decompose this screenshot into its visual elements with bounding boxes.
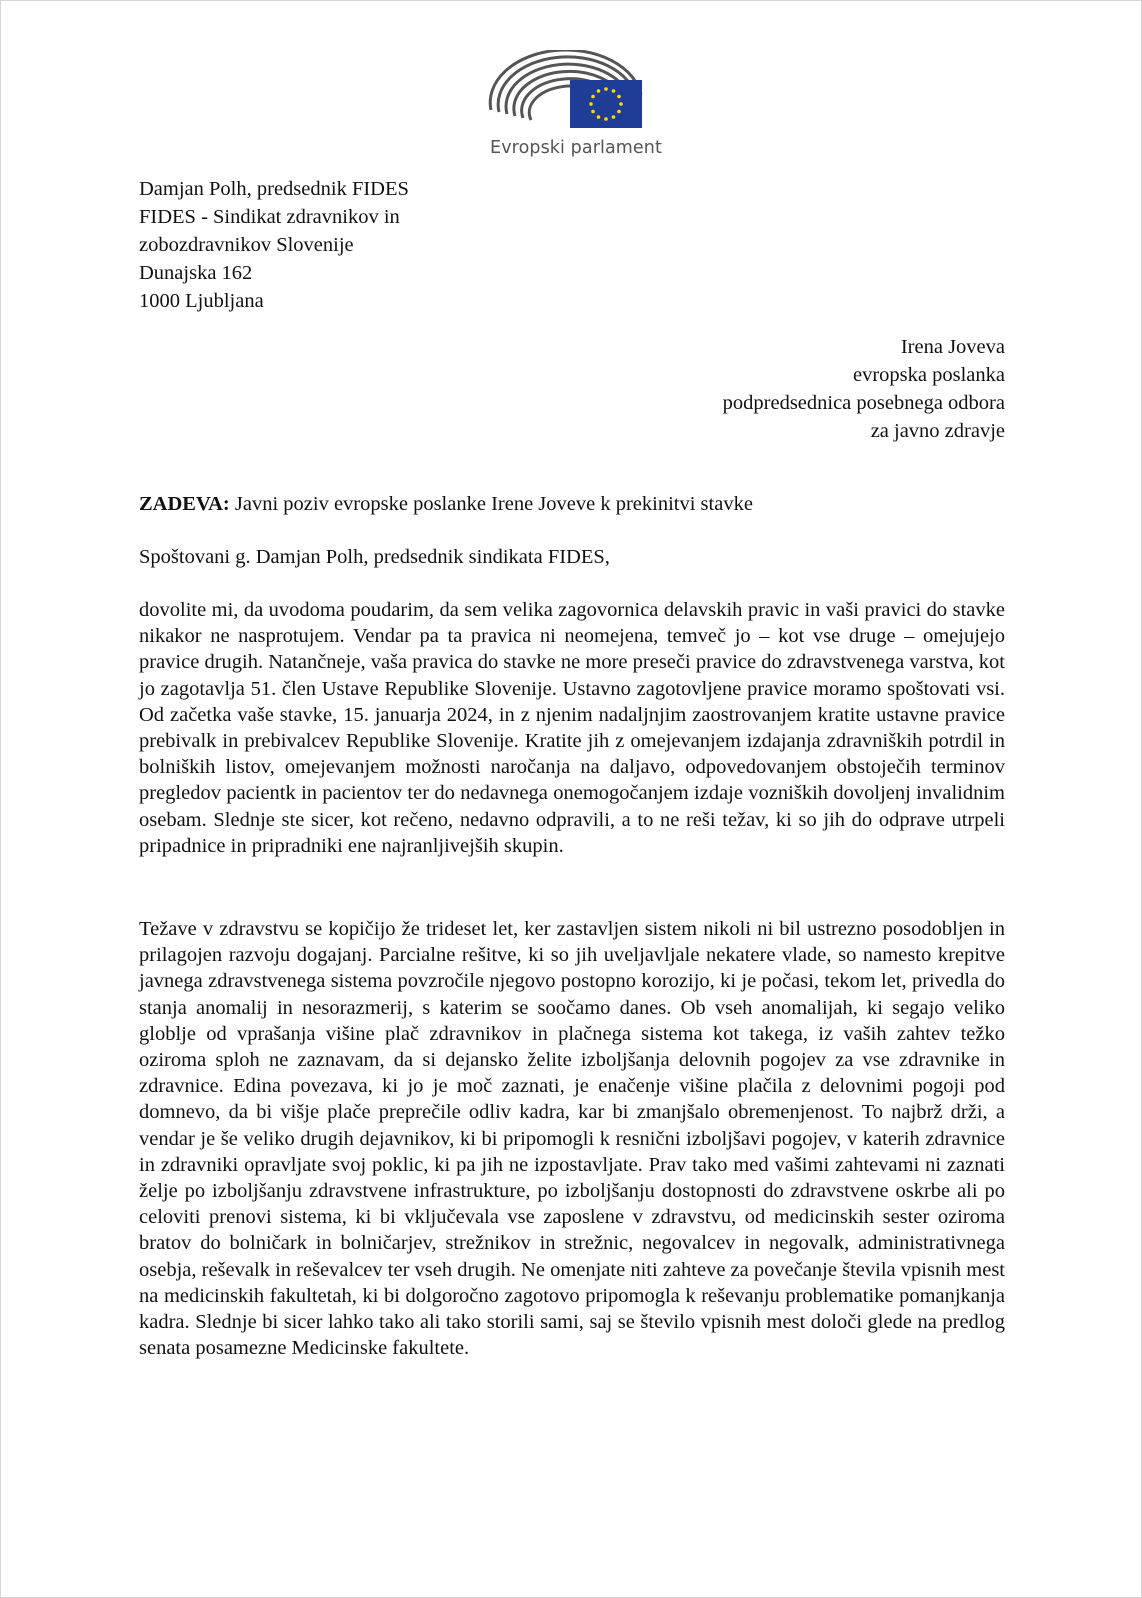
european-parliament-logo bbox=[486, 50, 666, 165]
eu-flag-icon bbox=[570, 80, 642, 128]
eu-star-icon bbox=[617, 95, 621, 99]
eu-star-icon bbox=[617, 110, 621, 114]
greeting: Spoštovani g. Damjan Polh, predsednik sindikata FIDES, bbox=[139, 546, 610, 568]
eu-star-icon bbox=[591, 95, 595, 99]
recipient-address bbox=[139, 175, 409, 315]
sender-line: evropska poslanka bbox=[853, 364, 1005, 386]
body-paragraph-1: dovolite mi, da uvodoma poudarim, da sem velika zagovornica delavskih pravic in vaši pravici do stavke nikakor ne nasprotujem. Vendar pa ta pravica ni neomejena, temveč jo – kot vse druge – omejujejo pravice drugih. Natančneje, vaša pravica do stavke ne more preseči pravice do zdravstvenega varstva, kot jo zagotavlja 51. člen Ustave Republike Slovenije. Ustavno zagotovljene pravice moramo spoštovati vsi. Od začetka vaše stavke, 15. januarja 2024, in z njenim nadaljnjim zaostrovanjem kratite ustavne pravice prebivalk in prebivalcev Republike Slovenije. Kratite jih z omejevanjem izdajanja zdravniških potrdil in bolniških listov, omejevanjem možnosti naročanja na daljavo, odpovedovanjem obstoječih terminov pregledov pacientk in pacientov ter do nedavnega onemogočanjem izdaje vozniških dovoljenj invalidnim osebam. Slednje ste sicer, kot rečeno, nedavno odpravili, a to ne reši težav, ki so jih do odprave utrpeli pripadnice in pripradniki ene najranljivejših skupin. bbox=[139, 599, 1005, 857]
sender-line: za javno zdravje bbox=[870, 420, 1005, 442]
recipient-line: 1000 Ljubljana bbox=[139, 290, 264, 312]
recipient-line: FIDES - Sindikat zdravnikov in bbox=[139, 206, 400, 228]
sender-signature-block bbox=[723, 333, 1005, 445]
eu-star-icon bbox=[589, 102, 593, 106]
eu-star-icon bbox=[591, 110, 595, 114]
eu-star-icon bbox=[619, 102, 623, 106]
subject-line bbox=[139, 490, 1005, 518]
sender-line: podpredsednica posebnega odbora bbox=[722, 392, 1005, 414]
parliament-hemicycle-icon bbox=[486, 50, 666, 140]
subject-label: ZADEVA: bbox=[139, 493, 230, 515]
eu-star-icon bbox=[604, 87, 608, 91]
eu-star-icon bbox=[612, 115, 616, 119]
body-paragraph-2: Težave v zdravstvu se kopičijo že trideset let, ker zastavljen sistem nikoli ni bil ustrezno posodobljen in prilagojen razvoju dogajanj. Parcialne rešitve, ki so jih uveljavljale nekatere vlade, so namesto krepitve javnega zdravstvenega sistema povzročile njegovo postopno korozijo, ki je počasi, tekom let, privedla do stanja anomalij in nesorazmerij, s katerim se soočamo danes. Ob vseh anomalijah, ki segajo veliko globlje od vprašanja višine plač zdravnikov in plačnega sistema kot takega, iz vaših zahtev težko oziroma sploh ne zaznavam, da si dejansko želite izboljšanja delovnih pogojev za vse zdravnike in zdravnice. Edina povezava, ki jo je moč zaznati, je enačenje višine plačila z delovnimi pogoji pod domnevo, da bi višje plače preprečile odliv kadra, kar bi zmanjšalo obremenjenost. To najbrž drži, a vendar je še veliko drugih dejavnikov, ki bi pripomogli k resnični izboljšavi pogojev, v katerih zdravnice in zdravniki opravljate svoj poklic, ki pa jih ne izpostavljate. Prav tako med vašimi zahtevami ni zaznati želje po izboljšanju zdravstvene infrastrukture, po izboljšanju dostopnosti do zdravstvene oskrbe ali po celoviti prenovi sistema, ki bi vključevala vse zaposlene v zdravstvu, od medicinskih sester oziroma bratov do bolničark in bolničarjev, strežnikov in strežnic, negovalcev in negovalk, administrativnega osebja, reševalk in reševalcev ter vseh drugih. Ne omenjate niti zahteve za povečanje števila vpisnih mest na medicinskih fakultetah, ki bi dolgoročno zagotovo pripomogla k reševanju problematike pomanjkanja kadra. Slednje bi sicer lahko tako ali tako storili sami, saj se število vpisnih mest določi glede na predlog senata posamezne Medicinske fakultete. bbox=[139, 918, 1005, 1360]
eu-star-icon bbox=[612, 89, 616, 93]
logo-text: Evropski parlament bbox=[490, 138, 662, 158]
recipient-line: zobozdravnikov Slovenije bbox=[139, 234, 354, 256]
subject-text: Javni poziv evropske poslanke Irene Joveve k prekinitvi stavke bbox=[229, 493, 753, 515]
recipient-line: Damjan Polh, predsednik FIDES bbox=[139, 178, 409, 200]
recipient-line: Dunajska 162 bbox=[139, 262, 253, 284]
sender-line: Irena Joveva bbox=[900, 336, 1005, 358]
eu-star-icon bbox=[597, 89, 601, 93]
eu-star-icon bbox=[604, 117, 608, 121]
eu-star-icon bbox=[597, 115, 601, 119]
